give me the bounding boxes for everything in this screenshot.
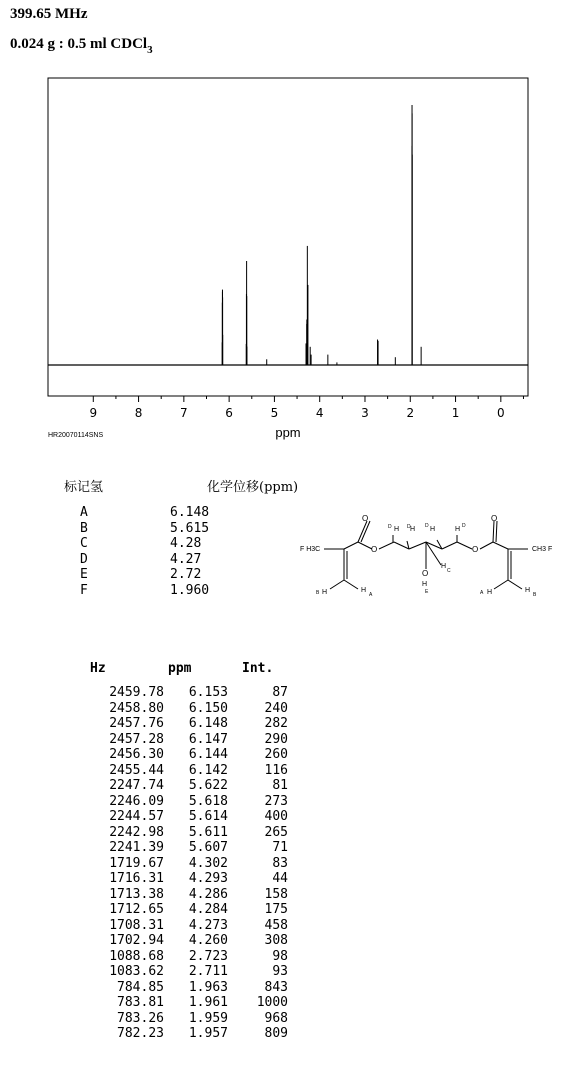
spectrum-peaks [222, 105, 421, 365]
peak-intensity: 158 [264, 886, 288, 902]
table-row [60, 778, 300, 794]
peak-hz: 2456.30 [109, 747, 164, 762]
hydroxyl-o: O [422, 569, 429, 578]
struct-atom-label: A [480, 590, 484, 596]
peak-hz: 1708.31 [109, 917, 164, 933]
peak-ppm: 4.286 [188, 886, 228, 902]
peak-ppm: 4.260 [188, 933, 228, 948]
table-row [60, 716, 300, 732]
plot-frame [48, 78, 528, 396]
spectrometer-frequency: 399.65 MHz [10, 6, 88, 22]
assignment-shift-value: 2.72 [170, 567, 202, 582]
assignment-shift-header: 化学位移(ppm) [207, 480, 299, 495]
struct-atom-label: D [425, 523, 429, 529]
peak-hz: 1713.38 [109, 886, 164, 902]
struct-atom-label: H [441, 563, 447, 570]
peak-intensity: 260 [264, 747, 288, 762]
table-row [60, 933, 300, 949]
left-methyl-label: F H3C [300, 546, 321, 553]
struct-atom-label: H [487, 589, 493, 596]
struct-atom-label: H [361, 587, 367, 594]
x-axis-ticks [89, 396, 523, 420]
peak-ppm: 6.144 [188, 747, 228, 762]
peak-hz: 1702.94 [109, 933, 164, 948]
peak-intensity: 240 [264, 700, 288, 716]
struct-atom-label: B [316, 590, 320, 596]
table-row [60, 701, 300, 717]
right-ester-o: O [472, 545, 479, 554]
table-row [60, 1011, 300, 1027]
peak-ppm: 6.153 [188, 685, 228, 700]
peak-intensity: 843 [264, 979, 288, 995]
peak-intensity: 282 [264, 716, 288, 731]
peak-table-header-ppm: ppm [168, 661, 192, 676]
struct-atom-label: D [388, 524, 392, 530]
struct-atom-label: H [422, 581, 428, 588]
struct-atom-label: A [369, 592, 373, 598]
assignment-shift-value: 5.615 [170, 520, 210, 536]
struct-atom-label: D [462, 523, 466, 529]
table-row [60, 980, 300, 996]
peak-ppm: 6.148 [188, 716, 228, 731]
assignment-shift-value: 4.28 [170, 536, 202, 551]
x-tick-label: 1 [451, 406, 460, 420]
peak-intensity: 116 [264, 762, 288, 778]
peak-hz: 1719.67 [109, 855, 164, 871]
peak-table-header-hz: Hz [90, 661, 106, 676]
assignment-hydrogen-label: E [80, 567, 88, 582]
peak-hz: 783.81 [117, 995, 164, 1010]
table-row [60, 949, 300, 965]
table-row [60, 763, 300, 779]
table-row [60, 747, 300, 763]
x-tick-label: 4 [315, 406, 324, 420]
spectrum-id: HR20070114SNS [48, 432, 104, 439]
table-row [60, 887, 300, 903]
left-ester-o: O [371, 545, 378, 554]
peak-hz: 1716.31 [109, 871, 164, 886]
struct-atom-label: H [322, 589, 328, 596]
x-tick-label: 8 [134, 406, 143, 420]
peak-ppm: 1.961 [188, 995, 228, 1010]
struct-atom-label: E [425, 589, 429, 595]
table-row [60, 964, 300, 980]
x-axis-label: ppm [275, 425, 301, 440]
table-row [60, 732, 300, 748]
table-row [60, 918, 300, 934]
sample-info-main: 0.024 g : 0.5 ml CDCl [10, 36, 148, 52]
peak-hz: 782.23 [117, 1026, 164, 1041]
assignment-hydrogen-label: B [80, 520, 88, 536]
assignment-row [0, 536, 240, 552]
peak-hz: 2459.78 [109, 685, 164, 700]
peak-intensity: 87 [272, 685, 288, 700]
left-carbonyl-o: O [362, 514, 369, 523]
peak-hz: 2242.98 [109, 824, 164, 840]
peak-intensity: 71 [272, 840, 288, 855]
peak-ppm: 1.957 [188, 1026, 228, 1041]
peak-intensity: 175 [264, 902, 288, 917]
peak-ppm: 5.611 [188, 824, 228, 840]
x-tick-label: 2 [406, 406, 415, 420]
peak-intensity: 98 [272, 948, 288, 964]
struct-atom-label: H [394, 526, 400, 533]
table-row [60, 871, 300, 887]
peak-ppm: 6.150 [188, 700, 228, 716]
peak-hz: 2244.57 [109, 809, 164, 824]
peak-ppm: 4.284 [188, 902, 228, 917]
assignment-row [0, 552, 240, 568]
peak-intensity: 265 [264, 824, 288, 840]
peak-ppm: 4.273 [188, 917, 228, 933]
peak-hz: 1712.65 [109, 902, 164, 917]
peak-hz: 1083.62 [109, 964, 164, 979]
assignment-row [0, 521, 240, 537]
peak-intensity: 1000 [256, 995, 288, 1010]
peak-ppm: 1.959 [188, 1010, 228, 1026]
peak-intensity: 44 [272, 871, 288, 886]
assignment-row [0, 505, 240, 521]
x-tick-label: 0 [497, 406, 505, 420]
peak-ppm: 1.963 [188, 979, 228, 995]
peak-intensity: 968 [264, 1010, 288, 1026]
x-tick-label: 7 [180, 406, 188, 420]
peak-hz: 2457.28 [109, 731, 164, 747]
table-row [60, 685, 300, 701]
peak-ppm: 5.607 [188, 840, 228, 855]
peak-ppm: 4.293 [188, 871, 228, 886]
peak-table-header-int: Int. [242, 661, 274, 676]
struct-atom-label: C [447, 568, 451, 574]
peak-intensity: 290 [264, 731, 288, 747]
assignment-label-header: 标记氢 [64, 480, 104, 495]
sample-info-subscript: 3 [147, 44, 153, 56]
nmr-spectrum-chart [0, 0, 570, 450]
peak-hz: 783.26 [117, 1010, 164, 1026]
right-carbonyl-o: O [491, 514, 498, 523]
assignment-shift-value: 6.148 [170, 505, 210, 520]
peak-ppm: 5.622 [188, 778, 228, 793]
peak-ppm: 5.614 [188, 809, 228, 824]
table-row [60, 995, 300, 1011]
assignment-hydrogen-label: F [80, 582, 88, 598]
x-tick-label: 3 [361, 406, 369, 420]
peak-intensity: 83 [272, 855, 288, 871]
peak-ppm: 2.711 [188, 964, 228, 979]
table-row [60, 794, 300, 810]
struct-atom-label: H [430, 526, 436, 533]
peak-hz: 1088.68 [109, 948, 164, 964]
struct-atom-label: H [455, 526, 461, 533]
peak-hz: 2455.44 [109, 762, 164, 778]
peak-hz: 2246.09 [109, 793, 164, 809]
assignment-hydrogen-label: A [80, 505, 88, 520]
right-methyl-label: CH3 F [532, 546, 553, 553]
peak-ppm: 6.147 [188, 731, 228, 747]
table-row [60, 825, 300, 841]
assignment-row [0, 583, 240, 599]
peak-hz: 784.85 [117, 979, 164, 995]
table-row [60, 809, 300, 825]
peak-ppm: 5.618 [188, 793, 228, 809]
peak-intensity: 308 [264, 933, 288, 948]
struct-atom-label: B [533, 592, 537, 598]
table-row [60, 1026, 300, 1042]
x-tick-label: 9 [89, 406, 98, 420]
peak-intensity: 400 [264, 809, 288, 824]
peak-hz: 2458.80 [109, 700, 164, 716]
peak-ppm: 2.723 [188, 948, 228, 964]
assignment-hydrogen-label: D [80, 551, 88, 567]
struct-atom-label: D [407, 524, 411, 530]
struct-atom-label: H [410, 526, 416, 533]
table-row [60, 902, 300, 918]
peak-intensity: 273 [264, 793, 288, 809]
assignment-shift-value: 1.960 [170, 582, 210, 598]
peak-intensity: 458 [264, 917, 288, 933]
peak-ppm: 6.142 [188, 762, 228, 778]
x-tick-label: 5 [270, 406, 279, 420]
peak-intensity: 93 [272, 964, 288, 979]
peak-intensity: 81 [272, 778, 288, 793]
assignment-shift-value: 4.27 [170, 551, 202, 567]
assignment-row [0, 567, 240, 583]
x-tick-label: 6 [225, 406, 233, 420]
assignment-hydrogen-label: C [80, 536, 88, 551]
peak-hz: 2247.74 [109, 778, 164, 793]
peak-intensity: 809 [264, 1026, 288, 1041]
peak-hz: 2241.39 [109, 840, 164, 855]
table-row [60, 840, 300, 856]
peak-ppm: 4.302 [188, 855, 228, 871]
peak-hz: 2457.76 [109, 716, 164, 731]
table-row [60, 856, 300, 872]
struct-atom-label: H [525, 587, 531, 594]
